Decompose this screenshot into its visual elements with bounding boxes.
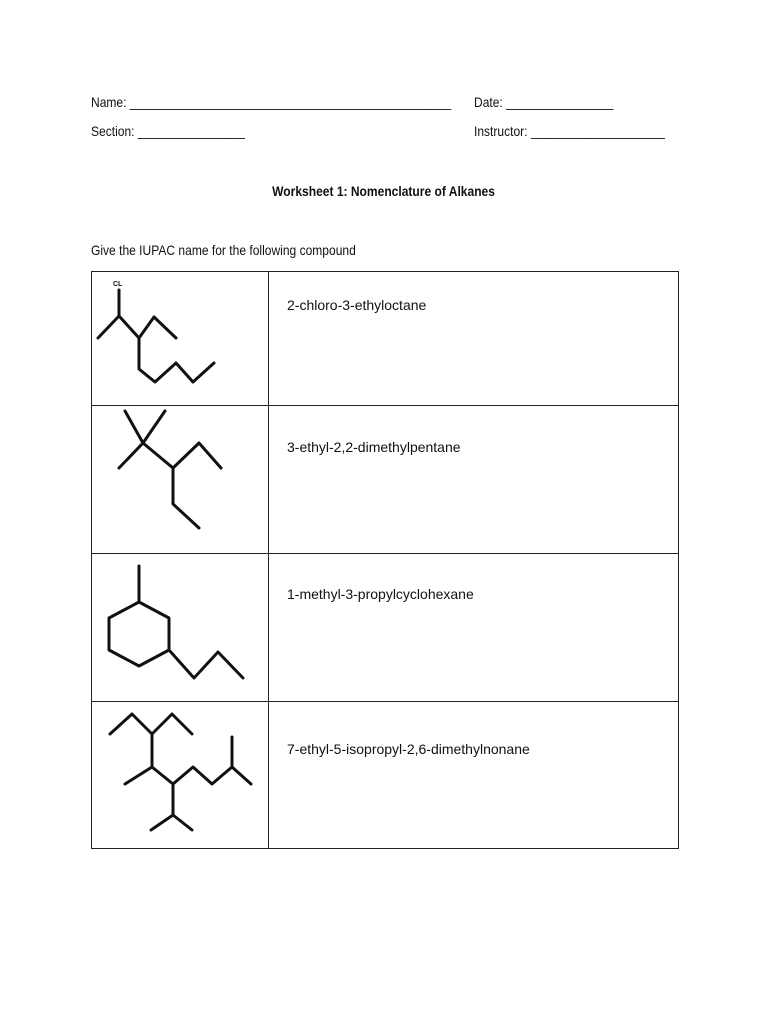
- table-row: [92, 272, 679, 406]
- instructions: Give the IUPAC name for the following compound: [91, 242, 356, 258]
- answer-cell[interactable]: [269, 554, 679, 702]
- answer-text: 2-chloro-3-ethyloctane: [287, 297, 427, 313]
- structure-cell: [92, 272, 269, 406]
- date-field[interactable]: Date: ________________: [474, 94, 614, 110]
- section-field[interactable]: Section: ________________: [91, 123, 245, 139]
- answer-cell[interactable]: [269, 272, 679, 406]
- answer-text: 7-ethyl-5-isopropyl-2,6-dimethylnonane: [287, 741, 530, 757]
- answer-text: 3-ethyl-2,2-dimethylpentane: [287, 439, 461, 455]
- structure-cell: [92, 554, 269, 702]
- table-row: [92, 702, 679, 849]
- worksheet-title: Worksheet 1: Nomenclature of Alkanes: [272, 183, 496, 199]
- answer-cell[interactable]: [269, 702, 679, 849]
- answer-text: 1-methyl-3-propylcyclohexane: [287, 586, 474, 602]
- structure-2-chloro-3-ethyloctane: [92, 272, 268, 405]
- structure-cell: [92, 702, 269, 849]
- answer-cell[interactable]: [269, 406, 679, 554]
- name-field[interactable]: Name: ________________________________________________: [91, 94, 452, 110]
- compound-table: [91, 271, 679, 849]
- structure-cell: [92, 406, 269, 554]
- structure-1-methyl-3-propylcyclohexane: [92, 554, 268, 701]
- table-row: [92, 406, 679, 554]
- chloro-label: CL: [113, 281, 123, 288]
- instructor-field[interactable]: Instructor: ____________________: [474, 123, 665, 139]
- table-row: [92, 554, 679, 702]
- structure-7-ethyl-5-isopropyl-2,6-dimethylnonane: [92, 702, 268, 848]
- structure-3-ethyl-2,2-dimethylpentane: [92, 406, 268, 553]
